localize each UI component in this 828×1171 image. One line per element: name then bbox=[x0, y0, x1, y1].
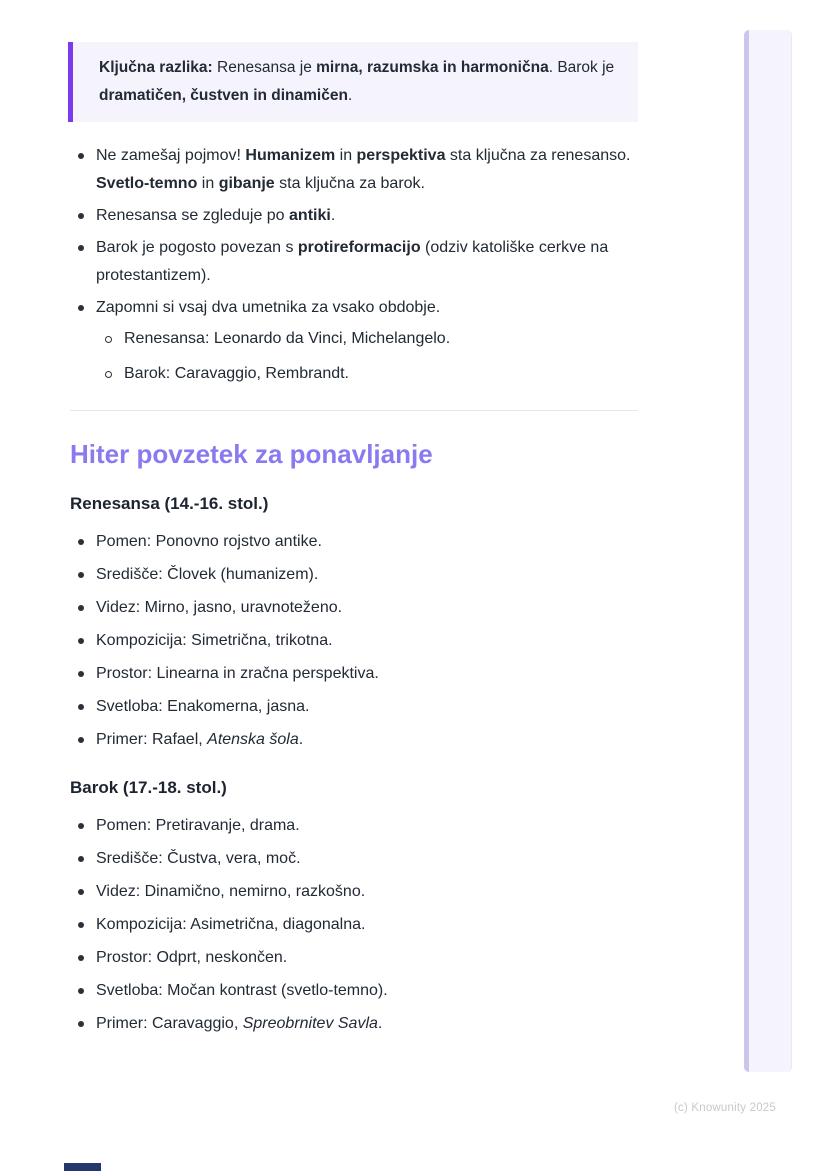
list-item bbox=[70, 812, 638, 840]
renesansa-subheading: Renesansa (14.-16. stol.) bbox=[70, 494, 269, 513]
bullet-circle-icon bbox=[105, 371, 112, 378]
bullet-dot-icon bbox=[78, 889, 84, 895]
list-item bbox=[70, 594, 638, 622]
list-item-text: Ne zamešaj pojmov! Humanizem in perspektiva sta ključna za renesanso. Svetlo-temno in gibanje sta ključna za barok. bbox=[96, 147, 631, 192]
bullet-dot-icon bbox=[78, 1021, 84, 1027]
bullet-dot-icon bbox=[78, 638, 84, 644]
list-item bbox=[70, 977, 638, 1005]
bullet-dot-icon bbox=[78, 539, 84, 545]
list-item-text: Prostor: Linearna in zračna perspektiva. bbox=[96, 665, 379, 682]
renesansa-list bbox=[70, 528, 638, 754]
barok-subheading: Barok (17.-18. stol.) bbox=[70, 778, 227, 797]
list-item bbox=[96, 360, 638, 388]
bullet-dot-icon bbox=[78, 153, 84, 159]
list-item-text: Barok je pogosto povezan s protireformacijo (odziv katoliške cerkve na protestantizem). bbox=[96, 239, 609, 284]
list-item bbox=[70, 202, 638, 230]
list-item bbox=[70, 142, 638, 198]
list-item bbox=[96, 325, 638, 353]
notes-list bbox=[70, 142, 638, 388]
list-item bbox=[70, 878, 638, 906]
list-item bbox=[70, 234, 638, 290]
list-item bbox=[70, 944, 638, 972]
list-item bbox=[70, 726, 638, 754]
bullet-dot-icon bbox=[78, 213, 84, 219]
list-item-text: Videz: Dinamično, nemirno, razkošno. bbox=[96, 883, 366, 900]
bottom-page-marker bbox=[64, 1163, 101, 1171]
bullet-dot-icon bbox=[78, 245, 84, 251]
scrollbar-track[interactable] bbox=[744, 30, 792, 1072]
list-item bbox=[70, 845, 638, 873]
document-content bbox=[70, 42, 638, 1043]
list-item-text: Prostor: Odprt, neskončen. bbox=[96, 949, 288, 966]
summary-heading: Hiter povzetek za ponavljanje bbox=[70, 439, 433, 469]
list-item-text: Zapomni si vsaj dva umetnika za vsako obdobje. bbox=[96, 299, 441, 316]
bullet-dot-icon bbox=[78, 988, 84, 994]
list-item-text: Renesansa: Leonardo da Vinci, Michelangelo. bbox=[124, 330, 451, 347]
list-item bbox=[70, 528, 638, 556]
list-item-text: Svetloba: Močan kontrast (svetlo-temno). bbox=[96, 982, 388, 999]
copyright-footer: (c) Knowunity 2025 bbox=[673, 1102, 776, 1114]
barok-list bbox=[70, 812, 638, 1038]
list-item-text: Središče: Človek (humanizem). bbox=[96, 566, 319, 583]
list-item bbox=[70, 660, 638, 688]
barok-section bbox=[70, 778, 638, 1038]
bullet-dot-icon bbox=[78, 671, 84, 677]
bullet-dot-icon bbox=[78, 856, 84, 862]
bullet-circle-icon bbox=[105, 336, 112, 343]
list-item-text: Primer: Caravaggio, Spreobrnitev Savla. bbox=[96, 1015, 383, 1032]
list-item-text: Primer: Rafael, Atenska šola. bbox=[96, 731, 304, 748]
list-item bbox=[70, 1010, 638, 1038]
section-divider bbox=[70, 410, 638, 411]
list-item-text: Pomen: Pretiravanje, drama. bbox=[96, 817, 300, 834]
bullet-dot-icon bbox=[78, 305, 84, 311]
renesansa-section bbox=[70, 494, 638, 754]
list-item-text: Kompozicija: Simetrična, trikotna. bbox=[96, 632, 333, 649]
list-item-text: Barok: Caravaggio, Rembrandt. bbox=[124, 365, 349, 382]
list-item-text: Kompozicija: Asimetrična, diagonalna. bbox=[96, 916, 366, 933]
bullet-dot-icon bbox=[78, 823, 84, 829]
bullet-dot-icon bbox=[78, 605, 84, 611]
list-item bbox=[70, 561, 638, 589]
bullet-dot-icon bbox=[78, 572, 84, 578]
list-item bbox=[70, 911, 638, 939]
list-item bbox=[70, 693, 638, 721]
list-item-text: Središče: Čustva, vera, moč. bbox=[96, 850, 301, 867]
bullet-dot-icon bbox=[78, 922, 84, 928]
sub-list bbox=[96, 325, 638, 388]
key-difference-callout bbox=[68, 42, 638, 122]
list-item-text: Videz: Mirno, jasno, uravnoteženo. bbox=[96, 599, 343, 616]
bullet-dot-icon bbox=[78, 704, 84, 710]
list-item-text: Svetloba: Enakomerna, jasna. bbox=[96, 698, 310, 715]
callout-text: Ključna razlika: Renesansa je mirna, razumska in harmonična. Barok je dramatičen, čustven in dinamičen. bbox=[99, 59, 615, 104]
bullet-dot-icon bbox=[78, 737, 84, 743]
list-item-text: Pomen: Ponovno rojstvo antike. bbox=[96, 533, 322, 550]
list-item bbox=[70, 627, 638, 655]
list-item-text: Renesansa se zgleduje po antiki. bbox=[96, 207, 336, 224]
list-item bbox=[70, 294, 638, 388]
bullet-dot-icon bbox=[78, 955, 84, 961]
